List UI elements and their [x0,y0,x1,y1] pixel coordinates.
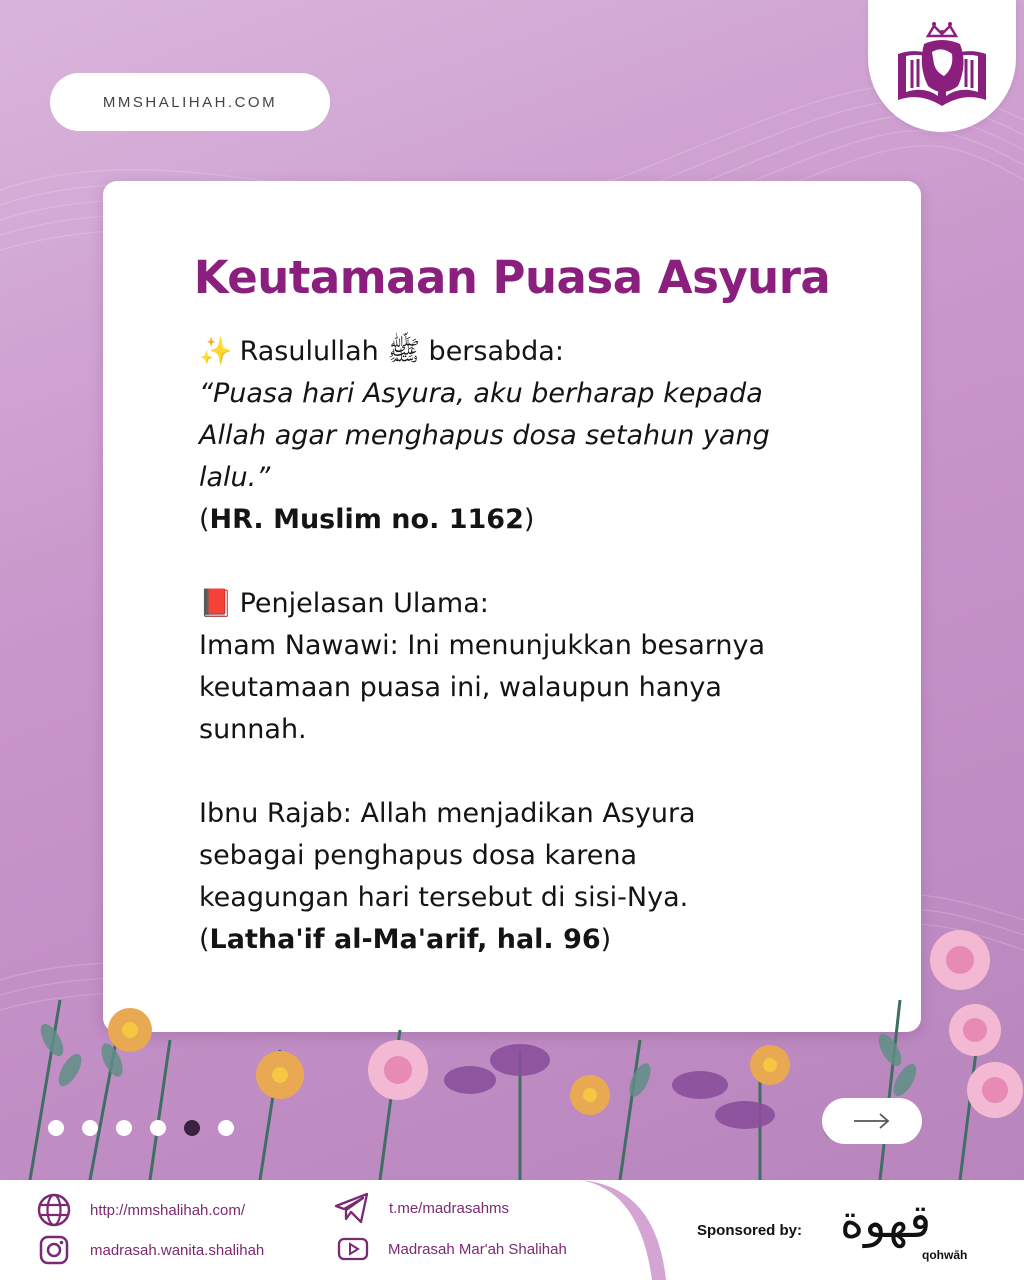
rajab-line-1: Ibnu Rajab: Allah menjadikan Asyura [199,798,696,829]
nawawi-line-2: keutamaan puasa ini, walaupun hanya [199,672,722,703]
card-title: Keutamaan Puasa Asyura [193,251,831,304]
instagram-handle[interactable]: madrasah.wanita.shalihah [90,1241,265,1259]
rajab-line-3: keagungan hari tersebut di sisi-Nya. [199,882,689,913]
youtube-channel[interactable]: Madrasah Mar'ah Shalihah [388,1240,567,1258]
source-reference: Latha'if al-Ma'arif, hal. 96 [209,924,601,955]
pagination-dot[interactable] [48,1120,64,1136]
logo-badge [868,0,1016,132]
source-open-paren: ( [199,924,210,955]
instagram-icon [36,1232,72,1268]
footer-telegram[interactable] [333,1190,509,1226]
sparkles-icon: ✨ [199,336,233,367]
site-label-pill[interactable] [50,73,330,131]
card-body [199,331,879,961]
section-heading [199,583,879,625]
footer-youtube[interactable] [336,1232,567,1266]
globe-icon [36,1192,72,1228]
footer [0,1180,1024,1280]
nawawi-line-3: sunnah. [199,714,307,745]
footer-website[interactable] [36,1192,245,1228]
intro-text: Rasulullah ﷺ bersabda: [239,336,564,367]
website-link[interactable]: http://mmshalihah.com/ [90,1201,246,1219]
pagination-dot[interactable] [218,1120,234,1136]
pagination-dot-active[interactable] [184,1120,200,1136]
intro-line [199,331,879,373]
source-open-paren: ( [199,504,210,535]
telegram-link[interactable]: t.me/madrasahms [389,1199,510,1217]
hadith-source [199,499,879,541]
arrow-right-icon [852,1111,892,1131]
sponsor-arabic: قهوة [840,1194,932,1248]
source-reference: HR. Muslim no. 1162 [209,504,524,535]
pagination-dot[interactable] [82,1120,98,1136]
pagination-dot[interactable] [150,1120,166,1136]
nawawi-line-1: Imam Nawawi: Ini menunjukkan besarnya [199,630,766,661]
pagination-dots [48,1120,234,1136]
footer-instagram[interactable] [36,1232,264,1268]
source-close-paren: ) [600,924,612,955]
youtube-icon [336,1232,370,1266]
sponsored-label: Sponsored by: [697,1222,803,1239]
book-icon: 📕 [199,588,233,619]
sponsor-name: qohwāh [922,1248,968,1262]
footer-swoosh [580,1180,670,1280]
hadith-quote-line-1: “Puasa hari Asyura, aku berharap kepada [199,378,763,409]
telegram-icon [333,1190,371,1226]
hadith-quote-line-2: Allah agar menghapus dosa setahun yang [199,420,770,451]
section-label: Penjelasan Ulama: [239,588,489,619]
crown-book-logo-icon [888,14,996,118]
hadith-quote-line-3: lalu.” [199,462,271,493]
pagination-dot[interactable] [116,1120,132,1136]
site-label: MMSHALIHAH.COM [102,93,278,111]
rajab-line-2: sebagai penghapus dosa karena [199,840,638,871]
source-close-paren: ) [523,504,535,535]
next-slide-button[interactable] [822,1098,922,1144]
